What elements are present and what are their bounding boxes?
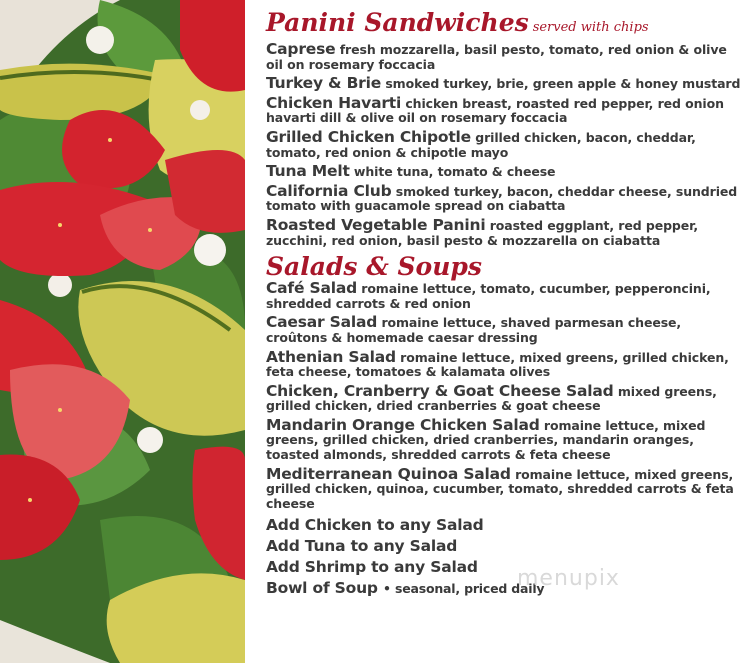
addon-desc: • seasonal, priced daily <box>383 581 545 597</box>
menu-item-roasted-vegetable-panini <box>266 215 746 248</box>
addon-name: Add Tuna to any Salad <box>266 537 458 556</box>
menu-item-desc: white tuna, tomato & cheese <box>353 164 556 180</box>
addon-name: Bowl of Soup <box>266 579 378 598</box>
menu-item-name: Chicken Havarti <box>266 93 402 112</box>
panini-list <box>266 42 746 248</box>
menu-item-desc: romaine lettuce, shaved parmesan cheese, croûtons & homemade caesar dressing <box>266 315 682 345</box>
menu-item-athenian-salad <box>266 347 746 380</box>
menu-item-mandarin-orange-chicken-salad <box>266 415 746 463</box>
panini-title: Panini Sandwiches <box>266 8 529 37</box>
menu-item-name: Mediterranean Quinoa Salad <box>266 464 511 483</box>
menu-item-name: Turkey & Brie <box>266 74 382 93</box>
salads-list <box>266 281 746 511</box>
menu-item-desc: smoked turkey, bacon, cheddar cheese, sundried tomato with guacamole spread on ciabatta <box>266 183 738 214</box>
menu-item-desc: romaine lettuce, tomato, cucumber, pepperoncini, shredded carrots & red onion <box>266 281 711 311</box>
menu-item-mediterranean-quinoa-salad <box>266 464 746 512</box>
addon-shrimp <box>266 557 746 578</box>
menu-item-name: Roasted Vegetable Panini <box>266 215 486 234</box>
addon-name: Add Shrimp to any Salad <box>266 558 478 577</box>
menu-item-chicken-cranberry-goat-cheese-salad <box>266 381 746 414</box>
addons-list <box>266 515 746 599</box>
menu-item-tuna-melt <box>266 164 746 180</box>
menu-item-desc: smoked turkey, brie, green apple & honey mustard <box>385 76 741 92</box>
menu-item-name: Athenian Salad <box>266 347 396 366</box>
addon-bowl-of-soup <box>266 578 746 599</box>
addon-name: Add Chicken to any Salad <box>266 516 484 535</box>
menu-item-desc: mixed greens, grilled chicken, dried cranberries & goat cheese <box>266 383 717 414</box>
menu-item-name: Tuna Melt <box>266 162 350 181</box>
menu-item-desc: roasted eggplant, red pepper, zucchini, red onion, basil pesto & mozzarella on ciabatta <box>266 217 699 248</box>
menu-item-grilled-chicken-chipotle <box>266 127 746 160</box>
salad-photo <box>0 0 245 663</box>
menu-item-name: Café Salad <box>266 279 357 298</box>
menu-item-name: Caesar Salad <box>266 313 378 332</box>
menu-item-desc: grilled chicken, bacon, cheddar, tomato, red onion & chipotle mayo <box>266 129 696 160</box>
menupix-watermark: menupix <box>517 566 620 591</box>
panini-section-title <box>266 8 746 42</box>
menu-item-name: Caprese <box>266 40 336 58</box>
menu-item-cafe-salad <box>266 281 746 311</box>
addon-tuna <box>266 536 746 557</box>
menu-item-desc: chicken breast, roasted red pepper, red onion havarti dill & olive oil on rosemary foccacia <box>266 95 724 126</box>
menu-item-desc: romaine lettuce, mixed greens, grilled chicken, dried cranberries, mandarin oranges, toasted almonds, shredded carrots & feta cheese <box>266 417 706 463</box>
addon-chicken <box>266 515 746 536</box>
menu-item-caprese <box>266 42 746 72</box>
panini-subtitle: served with chips <box>532 20 649 35</box>
menu-item-chicken-havarti <box>266 93 746 126</box>
menu-item-desc: romaine lettuce, mixed greens, grilled chicken, feta cheese, tomatoes & kalamata olives <box>266 349 729 380</box>
menu-item-name: Mandarin Orange Chicken Salad <box>266 415 540 434</box>
salad-illustration <box>0 0 245 663</box>
menu-item-desc: fresh mozzarella, basil pesto, tomato, red onion & olive oil on rosemary foccacia <box>266 42 727 72</box>
menu-item-name: Chicken, Cranberry & Goat Cheese Salad <box>266 381 614 400</box>
menu-item-name: California Club <box>266 181 392 200</box>
menu-item-turkey-brie <box>266 76 746 92</box>
menu-item-desc: romaine lettuce, mixed greens, grilled chicken, quinoa, cucumber, tomato, shredded carrots & feta cheese <box>266 466 734 511</box>
salads-section-title: Salads & Soups <box>266 252 482 282</box>
menu-item-caesar-salad <box>266 315 746 345</box>
menu-column <box>266 8 746 599</box>
menu-item-california-club <box>266 181 746 214</box>
menu-item-name: Grilled Chicken Chipotle <box>266 127 471 146</box>
